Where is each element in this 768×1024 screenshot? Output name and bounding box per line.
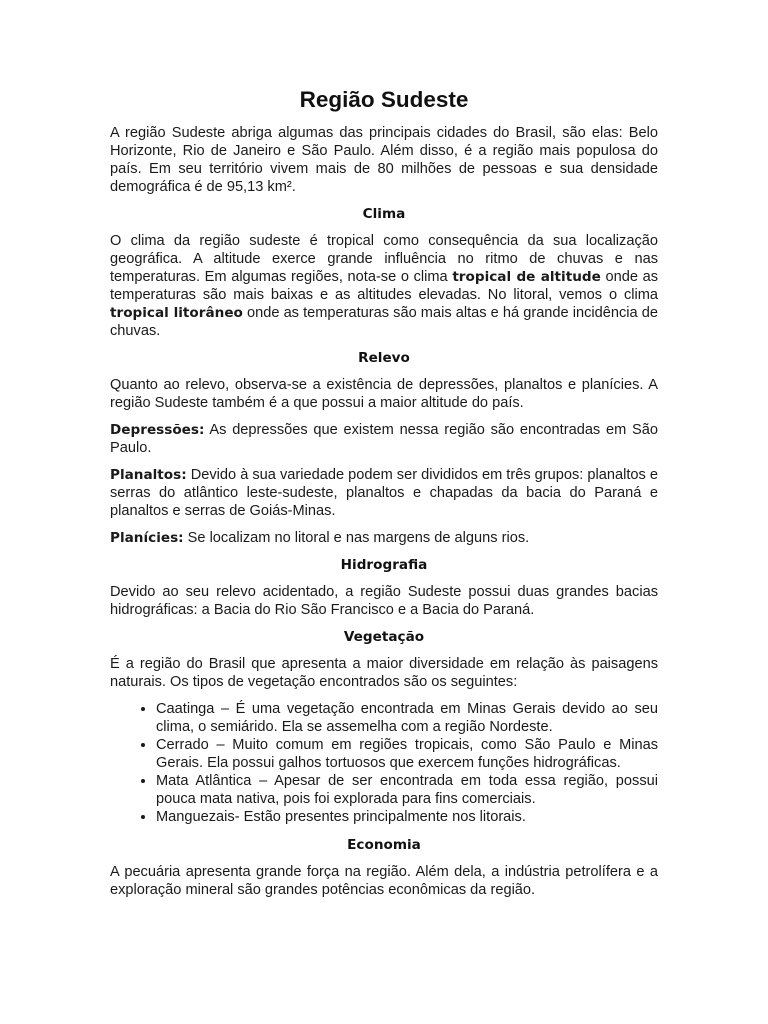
relevo-planaltos-paragraph bbox=[110, 466, 658, 520]
section-heading-clima: Clima bbox=[362, 206, 406, 222]
list-item: • Mata Atlântica – Apesar de ser encontrada em toda essa região, possui pouca mata nativa, pois foi explorada para fins comerciais. bbox=[156, 772, 658, 808]
clima-bold-tropical-litoraneo: tropical litorâneo bbox=[110, 305, 243, 321]
relevo-planicies-paragraph bbox=[110, 529, 658, 547]
relevo-intro-paragraph: Quanto ao relevo, observa-se a existência de depressões, planaltos e planícies. A região Sudeste também é a que possui a maior altitude do país. bbox=[110, 377, 658, 411]
planicies-text: Se localizam no litoral e nas margens de alguns rios. bbox=[183, 530, 530, 546]
economia-paragraph: A pecuária apresenta grande força na região. Além dela, a indústria petrolífera e a exploração mineral são grandes potências econômicas da região. bbox=[110, 864, 658, 898]
clima-paragraph bbox=[110, 232, 658, 340]
planicies-label: Planícies: bbox=[110, 530, 184, 546]
planaltos-label: Planaltos: bbox=[110, 467, 187, 483]
intro-paragraph: A região Sudeste abriga algumas das principais cidades do Brasil, são elas: Belo Horizonte, Rio de Janeiro e São Paulo. Além disso, é a região mais populosa do país. Em seu território vivem mais de 80 milhões de pessoas e sua densidade demográfica é de 95,13 km². bbox=[110, 125, 658, 195]
section-heading-economia: Economia bbox=[347, 837, 421, 853]
page-title: Região Sudeste bbox=[299, 87, 469, 112]
document-page bbox=[110, 84, 658, 908]
list-item: • Manguezais- Estão presentes principalmente nos litorais. bbox=[156, 808, 658, 826]
relevo-depressoes-paragraph bbox=[110, 421, 658, 457]
hidrografia-paragraph: Devido ao seu relevo acidentado, a região Sudeste possui duas grandes bacias hidrográficas: a Bacia do Rio São Francisco e a Bacia do Paraná. bbox=[110, 584, 658, 618]
section-heading-hidrografia: Hidrografia bbox=[340, 557, 428, 573]
vegetacao-list bbox=[110, 700, 658, 826]
list-item: • Caatinga – É uma vegetação encontrada em Minas Gerais devido ao seu clima, o semiárido. Ela se assemelha com a região Nordeste. bbox=[156, 700, 658, 736]
section-heading-relevo: Relevo bbox=[358, 350, 410, 366]
list-item: • Cerrado – Muito comum em regiões tropicais, como São Paulo e Minas Gerais. Ela possui galhos tortuosos que exercem funções hidrográficas. bbox=[156, 736, 658, 772]
section-heading-vegetacao: Vegetação bbox=[343, 629, 425, 645]
clima-text-1: O clima da região sudeste é tropical como consequência da sua localização geográfica. A altitude exerce grande influência no ritmo de chuvas e nas temperaturas. Em algumas regiões, nota-se o clima bbox=[110, 233, 658, 285]
clima-bold-tropical-altitude: tropical de altitude bbox=[452, 269, 601, 285]
vegetacao-intro-paragraph: É a região do Brasil que apresenta a maior diversidade em relação às paisagens naturais. Os tipos de vegetação encontrados são os seguintes: bbox=[110, 656, 658, 690]
depressoes-label: Depressões: bbox=[110, 422, 205, 438]
clima-text-2: onde as temperaturas são mais baixas e as altitudes elevadas. No litoral, vemos o clima bbox=[110, 269, 658, 303]
clima-text-3: onde as temperaturas são mais altas e há grande incidência de chuvas. bbox=[110, 305, 659, 339]
depressoes-text: As depressões que existem nessa região são encontradas em São Paulo. bbox=[110, 422, 658, 456]
planaltos-text: Devido à sua variedade podem ser divididos em três grupos: planaltos e serras do atlântico leste-sudeste, planaltos e chapadas da bacia do Paraná e planaltos e serras de Goiás-Minas. bbox=[110, 467, 658, 519]
